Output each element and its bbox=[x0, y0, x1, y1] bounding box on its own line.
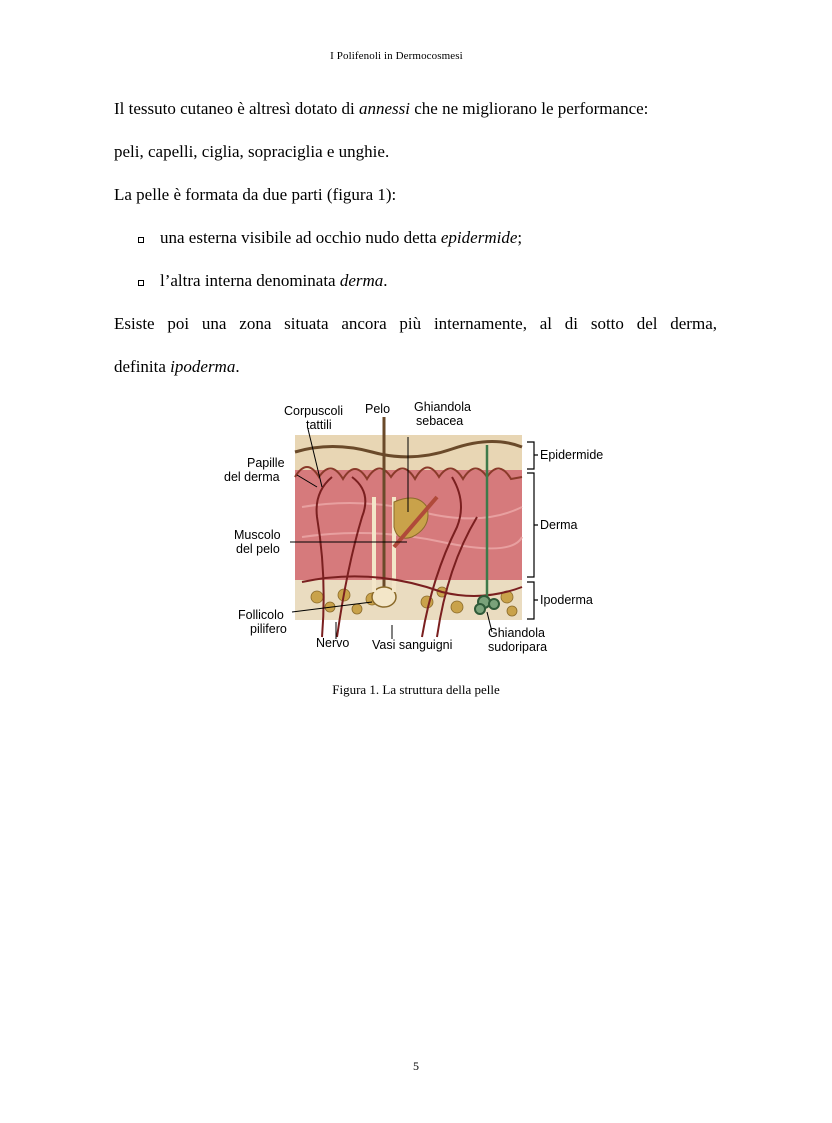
bullet-item-derma: l’altra interna denominata derma. bbox=[160, 271, 388, 290]
label-ipoderma: Ipoderma bbox=[540, 593, 593, 607]
paragraph-text: Il tessuto cutaneo è altresì dotato di bbox=[114, 99, 360, 118]
paragraph-text: che ne migliorano le performance: bbox=[410, 99, 649, 118]
paragraph-annessi bbox=[114, 99, 717, 119]
bullet-marker bbox=[137, 276, 147, 286]
running-header: I Polifenoli in Dermocosmesi bbox=[330, 50, 463, 62]
label-corpuscoli: tattili bbox=[306, 418, 332, 432]
page-number: 5 bbox=[413, 1059, 419, 1073]
label-follicolo: pilifero bbox=[250, 622, 287, 636]
label-epidermide: Epidermide bbox=[540, 448, 604, 462]
paragraph-ipoderma-line2: definita ipoderma. bbox=[114, 357, 240, 376]
skin-diagram-svg bbox=[222, 397, 604, 659]
label-nervo: Nervo bbox=[316, 636, 350, 650]
emphasis-ipoderma: ipoderma bbox=[170, 357, 236, 376]
label-pelo: Pelo bbox=[365, 402, 391, 416]
label-ghiandola-sudoripara: Ghiandola bbox=[488, 626, 545, 640]
label-papille: Papille bbox=[247, 456, 285, 470]
paragraph-ipoderma: Esiste poi una zona situata ancora più internamente, al di sotto del derma, bbox=[114, 314, 717, 333]
label-derma: Derma bbox=[540, 518, 578, 532]
label-follicolo: Follicolo bbox=[238, 608, 284, 622]
label-muscolo: del pelo bbox=[236, 542, 280, 556]
label-ghiandola-sebacea: sebacea bbox=[416, 414, 464, 428]
hypodermis-bracket bbox=[527, 582, 538, 619]
emphasis-epidermide: epidermide bbox=[440, 228, 518, 247]
label-ghiandola-sudoripara: sudoripara bbox=[488, 640, 548, 654]
label-vasi-sanguigni: Vasi sanguigni bbox=[372, 638, 453, 652]
skin-structure-figure bbox=[222, 397, 604, 659]
bullet-marker bbox=[137, 233, 147, 243]
epidermis-bracket bbox=[527, 442, 538, 469]
emphasis-annessi: annessi bbox=[359, 99, 411, 118]
bullet-item-epidermide: una esterna visibile ad occhio nudo detta epidermide; bbox=[160, 228, 523, 247]
dermis-bracket bbox=[527, 473, 538, 577]
label-papille: del derma bbox=[224, 470, 280, 484]
label-ghiandola-sebacea: Ghiandola bbox=[414, 400, 471, 414]
paragraph-annessi-line2: peli, capelli, ciglia, sopraciglia e unghie. bbox=[114, 142, 390, 161]
emphasis-derma: derma bbox=[339, 271, 384, 290]
label-corpuscoli: Corpuscoli bbox=[284, 404, 344, 418]
paragraph-due-parti: La pelle è formata da due parti (figura 1): bbox=[114, 185, 397, 204]
figure-caption: Figura 1. La struttura della pelle bbox=[332, 682, 500, 697]
label-muscolo: Muscolo bbox=[234, 528, 281, 542]
